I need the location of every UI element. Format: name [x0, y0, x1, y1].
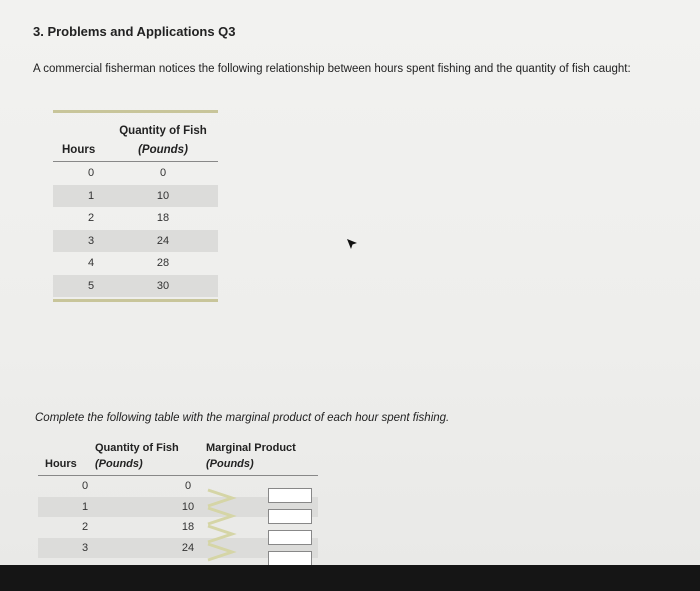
- cell-quantity: 30: [156, 279, 170, 292]
- table-row: [53, 275, 218, 298]
- table-row: [53, 252, 218, 275]
- cell-hours: 5: [87, 279, 95, 292]
- cell-quantity: 10: [181, 500, 195, 513]
- marginal-product-input-hour-1[interactable]: [268, 488, 312, 503]
- question-title: 3. Problems and Applications Q3: [33, 24, 236, 39]
- cell-quantity: 18: [156, 212, 170, 224]
- table-row: [53, 162, 218, 185]
- table-header: [38, 438, 318, 476]
- cell-hours: 2: [87, 212, 95, 224]
- header-quantity: Quantity of Fish: [95, 442, 179, 454]
- table-row: [53, 230, 218, 253]
- mouse-pointer-icon: [345, 237, 359, 253]
- header-hours: Hours: [62, 144, 96, 156]
- cell-hours: 0: [81, 480, 89, 492]
- cell-quantity: 24: [156, 234, 170, 247]
- table-row: [53, 207, 218, 230]
- cell-hours: 3: [87, 234, 95, 247]
- cell-hours: 0: [87, 167, 95, 179]
- header-quantity-unit: (Pounds): [95, 458, 143, 470]
- header-quantity: Quantity of Fish: [119, 125, 207, 137]
- marginal-product-input-hour-2[interactable]: [268, 509, 312, 524]
- instructions-text: Complete the following table with the marginal product of each hour spent fishing.: [35, 412, 450, 424]
- cell-hours: 3: [81, 541, 89, 554]
- header-marginal-product-unit: (Pounds): [206, 458, 254, 470]
- cell-quantity: 10: [156, 189, 170, 202]
- table-row: [53, 185, 218, 208]
- header-marginal-product: Marginal Product: [206, 442, 296, 454]
- marginal-product-input-hour-3[interactable]: [268, 530, 312, 545]
- table-bottom-rule: [53, 299, 218, 302]
- cell-hours: 1: [87, 189, 95, 202]
- marginal-product-input-hour-4[interactable]: [268, 551, 312, 565]
- header-quantity-unit: (Pounds): [138, 144, 188, 156]
- table-header: [53, 113, 218, 162]
- cell-hours: 2: [81, 521, 89, 533]
- cell-quantity: 28: [156, 257, 170, 269]
- cell-quantity: 24: [181, 541, 195, 554]
- header-hours: Hours: [45, 458, 77, 470]
- cell-hours: 1: [81, 500, 89, 513]
- bracket-arrow-icon: [204, 484, 244, 564]
- cell-hours: 4: [87, 257, 95, 269]
- question-intro: A commercial fisherman notices the following relationship between hours spent fishing and the quantity of fish caught:: [33, 63, 631, 75]
- cell-quantity: 0: [184, 480, 192, 492]
- screen-bezel: [0, 565, 700, 591]
- cell-quantity: 18: [181, 521, 195, 533]
- fish-table: [53, 110, 218, 302]
- cell-quantity: 0: [159, 167, 167, 179]
